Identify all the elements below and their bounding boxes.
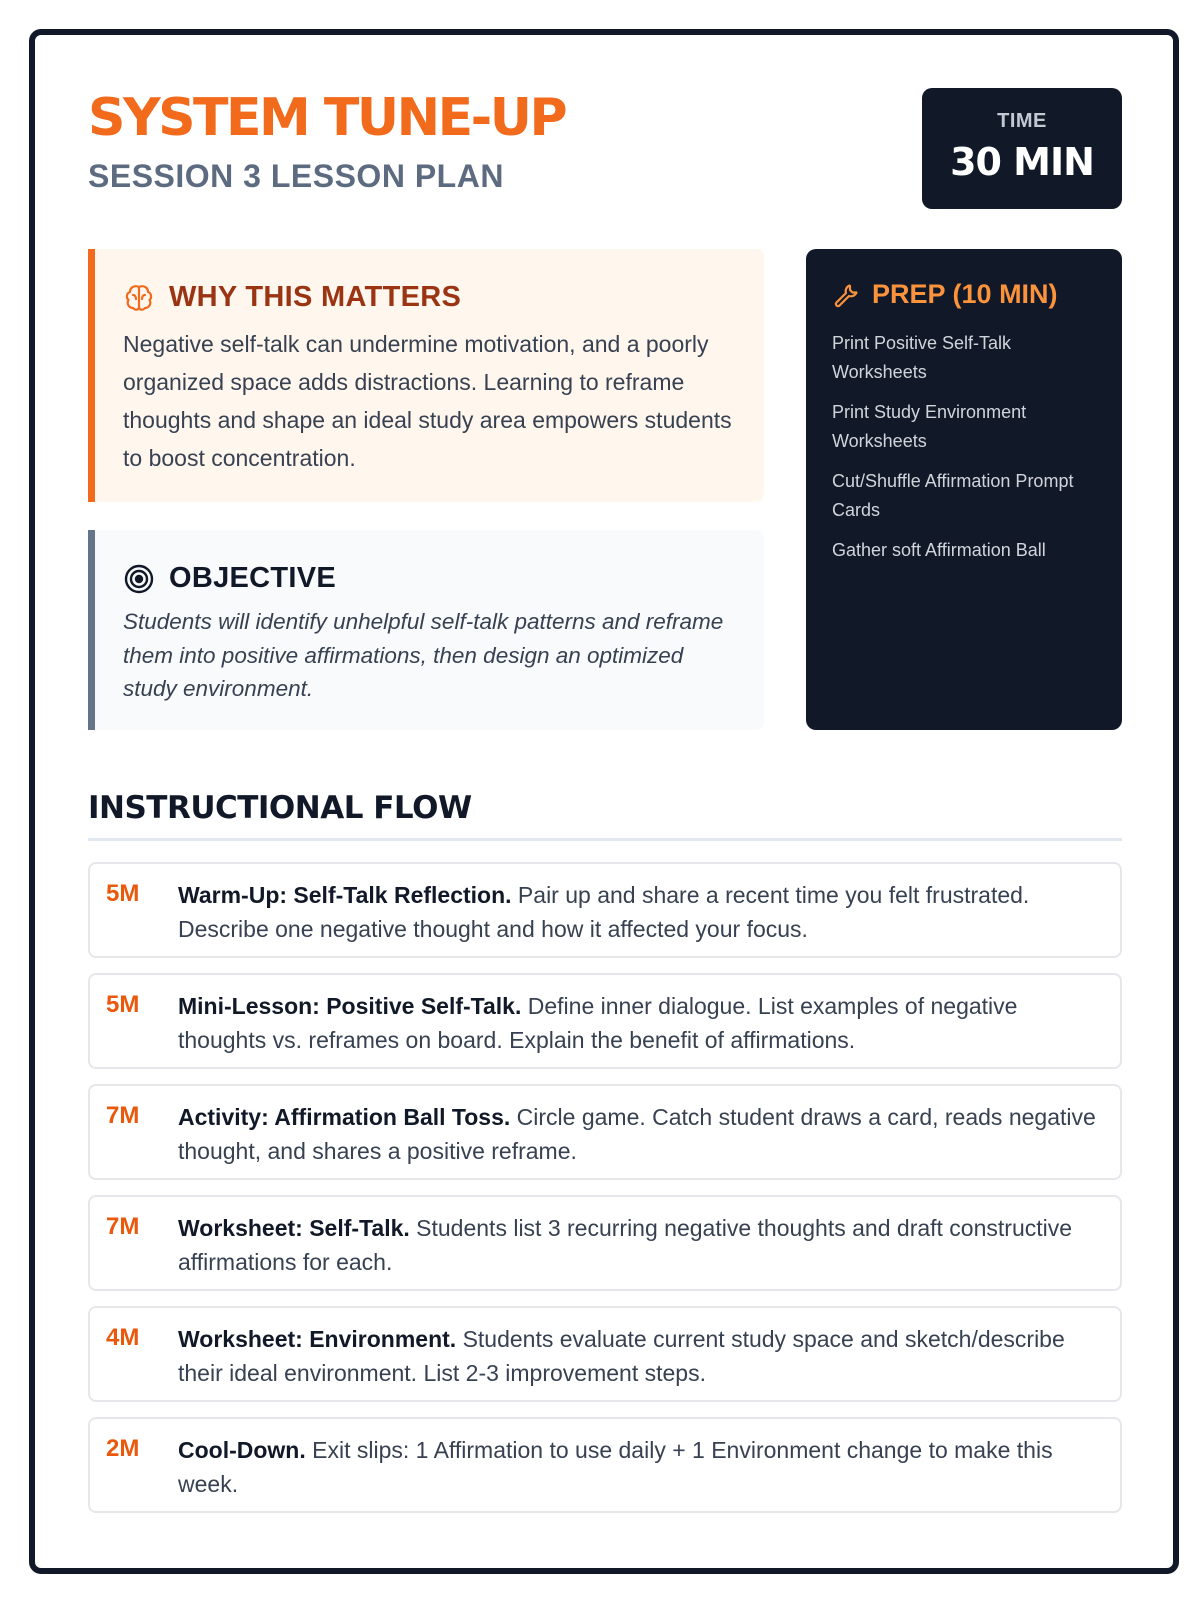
prep-header xyxy=(832,279,1058,310)
step-text: Pair up and share a recent time you felt frustrated. Describe one negative thought and how it affected your focus. xyxy=(178,882,1030,942)
step-text: Circle game. Catch student draws a card, reads negative thought, and shares a positive reframe. xyxy=(178,1104,1096,1164)
section-divider xyxy=(88,838,1122,841)
flow-step xyxy=(88,1306,1122,1402)
wrench-icon xyxy=(832,281,860,309)
step-duration: 2M xyxy=(106,1435,140,1462)
instructional-flow-title: INSTRUCTIONAL FLOW xyxy=(88,790,472,826)
time-value: 30 MIN xyxy=(950,140,1094,184)
prep-title: PREP (10 MIN) xyxy=(872,279,1058,309)
step-description xyxy=(178,1211,1103,1279)
step-description xyxy=(178,1322,1103,1390)
why-text: Negative self-talk can undermine motivation, and a poorly organized space adds distractions. Learning to reframe thoughts and shape an ideal study area empowers students to boost concentration. xyxy=(123,331,732,471)
step-description xyxy=(178,1433,1103,1501)
step-duration: 4M xyxy=(106,1324,140,1351)
why-header xyxy=(123,281,461,314)
time-label: TIME xyxy=(997,110,1047,132)
step-name: Cool-Down. xyxy=(178,1437,306,1463)
flow-step xyxy=(88,1417,1122,1513)
step-description xyxy=(178,878,1103,946)
prep-item: Print Positive Self-Talk Worksheets xyxy=(832,333,1012,382)
step-text: Define inner dialogue. List examples of negative thoughts vs. reframes on board. Explain the benefit of affirmations. xyxy=(178,993,1018,1053)
objective-text: Students will identify unhelpful self-talk patterns and reframe them into positive affirmations, then design an optimized study environment. xyxy=(123,609,724,701)
prep-item: Gather soft Affirmation Ball xyxy=(832,540,1046,560)
step-text: Students evaluate current study space and sketch/describe their ideal environment. List 2-3 improvement steps. xyxy=(178,1326,1065,1386)
flow-step xyxy=(88,862,1122,958)
prep-item: Print Study Environment Worksheets xyxy=(832,402,1027,451)
prep-panel xyxy=(806,249,1122,730)
page-title: SYSTEM TUNE-UP xyxy=(88,88,566,148)
target-icon xyxy=(123,563,155,595)
objective-header xyxy=(123,562,336,595)
page-subtitle: SESSION 3 LESSON PLAN xyxy=(88,158,504,194)
brain-icon xyxy=(123,282,155,314)
why-title: WHY THIS MATTERS xyxy=(169,281,462,313)
flow-step xyxy=(88,1195,1122,1291)
step-description xyxy=(178,1100,1103,1168)
step-duration: 7M xyxy=(106,1102,140,1129)
step-text: Students list 3 recurring negative thoughts and draft constructive affirmations for each. xyxy=(178,1215,1073,1275)
step-name: Activity: Affirmation Ball Toss. xyxy=(178,1104,511,1130)
flow-step xyxy=(88,1084,1122,1180)
prep-item: Cut/Shuffle Affirmation Prompt Cards xyxy=(832,471,1074,520)
objective-title: OBJECTIVE xyxy=(169,562,337,594)
time-badge xyxy=(922,88,1122,209)
step-duration: 5M xyxy=(106,991,140,1018)
prep-list xyxy=(832,329,1102,576)
step-name: Mini-Lesson: Positive Self-Talk. xyxy=(178,993,522,1019)
step-duration: 7M xyxy=(106,1213,140,1240)
step-duration: 5M xyxy=(106,880,140,907)
step-description xyxy=(178,989,1103,1057)
step-text: Exit slips: 1 Affirmation to use daily + 1 Environment change to make this week. xyxy=(178,1437,1053,1497)
step-name: Worksheet: Environment. xyxy=(178,1326,457,1352)
flow-steps xyxy=(88,862,1122,1528)
step-name: Warm-Up: Self-Talk Reflection. xyxy=(178,882,512,908)
step-name: Worksheet: Self-Talk. xyxy=(178,1215,410,1241)
why-this-matters-panel xyxy=(88,249,764,502)
objective-panel xyxy=(88,530,764,730)
flow-step xyxy=(88,973,1122,1069)
